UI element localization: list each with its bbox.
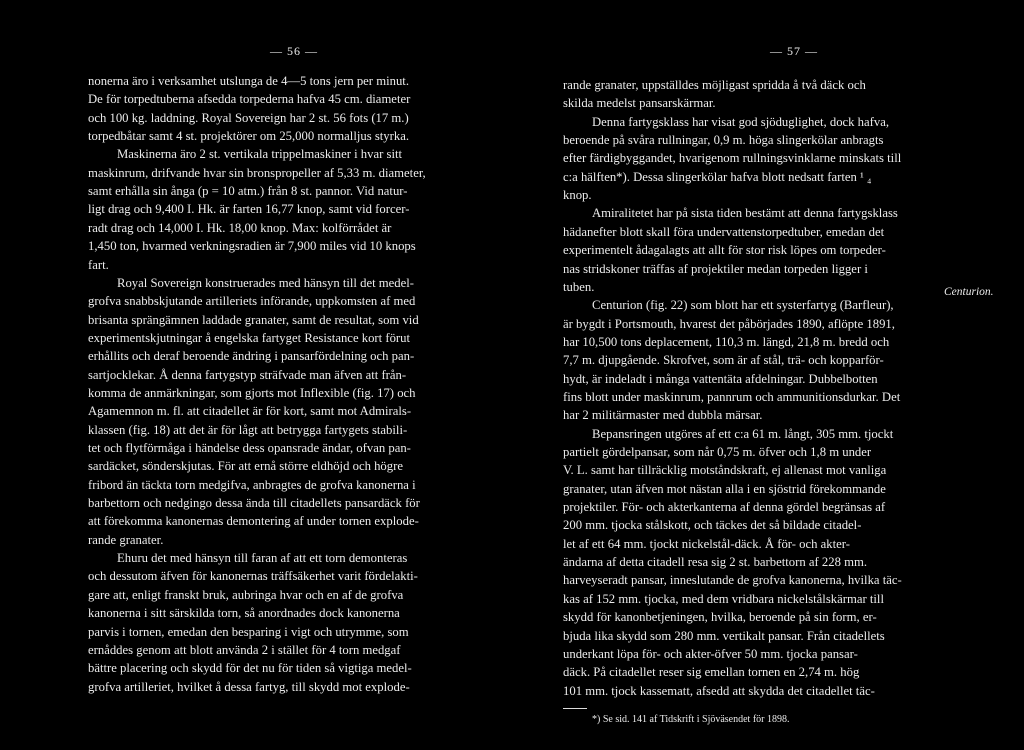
text-line: Bepansringen utgöres af ett c:a 61 m. långt, 305 mm. tjockt <box>592 426 894 441</box>
text-line: rande granater, uppställdes möjligast spridda å två däck och <box>563 78 866 92</box>
page-number-right: — 57 — <box>770 44 818 58</box>
text-line: 200 mm. tjocka stålskott, och täckes det så bildade citadel- <box>563 518 862 533</box>
text-line: 7,7 m. djupgående. Skrofvet, som är af stål, trä- och kopparför- <box>563 353 884 368</box>
text-line: samt erhålla sin ånga (p = 10 atm.) från 8 st. pannor. Vid natur- <box>88 184 408 199</box>
text-line: och dessutom äfven för kanonernas träffsäkerhet varit fördelakti- <box>88 569 418 584</box>
text-line: underkant löpa för- och akter-öfver 50 mm. tjocka pansar- <box>563 646 858 661</box>
text-line: fribord än täckta torn medgifva, anbragtes de grofva kanonerna i <box>88 477 416 492</box>
text-line: let af ett 64 mm. tjockt nickelstål-däck. Å för- och akter- <box>563 536 850 551</box>
text-line: grofva snabbskjutande artilleriets införande, uppkomsten af med <box>88 294 416 309</box>
text-line: Maskinerna äro 2 st. vertikala trippelmaskiner i hvar sitt <box>117 147 403 162</box>
text-line: bjuda lika skydd som 280 mm. vertikalt pansar. Från citadellets <box>563 628 885 643</box>
text-line: har 10,500 tons deplacement, 110,3 m. längd, 21,8 m. bredd och <box>563 334 890 349</box>
text-line: däck. På citadellet reser sig emellan tornen en 2,74 m. hög <box>563 665 860 680</box>
text-line: hydt, är indeladt i många vattentäta afdelningar. Dubbelbotten <box>563 371 878 386</box>
text-line: De för torpedtuberna afsedda torpederna hafva 45 cm. diameter <box>88 92 411 107</box>
text-line: experimentelt ådagalagts att allt för stor risk löpes om torpeder- <box>563 243 886 258</box>
text-line: erhållits och deraf beroende ändring i pansarfördelning och pan- <box>88 349 415 364</box>
text-line: maskinrum, drifvande hvar sin bronspropeller af 5,33 m. diameter, <box>88 165 426 180</box>
text-line: experimentskjutningar å engelska fartyget Resistance kort förut <box>88 330 411 345</box>
text-line: Ehuru det med hänsyn till faran af att ett torn demonteras <box>117 551 408 566</box>
text-line: att förekomma kanonernas demontering af under tornen explode- <box>88 514 419 529</box>
footnote: *) Se sid. 141 af Tidskrift i Sjöväsendet för 1898. <box>592 714 790 725</box>
text-line: bättre placering och skydd för det nu för tiden så vigtiga medel- <box>88 661 412 676</box>
text-line: Denna fartygsklass har visat god sjöduglighet, dock hafva, <box>592 114 890 129</box>
text-line: hädanefter blott skall föra undervattenstorpedtuber, emedan det <box>563 224 885 239</box>
margin-note: Centurion. <box>944 286 994 298</box>
text-line: radt drag och 14,000 I. Hk. 18,00 knop. Max: kolförrådet är <box>88 220 392 235</box>
page-number-left: — 56 — <box>270 44 318 58</box>
text-line: nonerna äro i verksamhet utslunga de 4—5 tons jern per minut. <box>88 74 409 88</box>
text-line: Agamemnon m. fl. att citadellet är för kort, samt mot Admirals- <box>88 404 412 419</box>
text-line: Centurion (fig. 22) som blott har ett systerfartyg (Barfleur), <box>592 298 894 313</box>
text-line: 1,450 ton, hvarmed verkningsradien är 7,900 miles vid 10 knops <box>88 239 416 254</box>
text-line: Amiralitetet har på sista tiden bestämt att denna fartygsklass <box>592 206 898 221</box>
text-line: partielt gördelpansar, som når 0,75 m. öfver och 1,8 m under <box>563 445 872 459</box>
text-line: ändarna af detta citadell resa sig 2 st. barbettorn af 228 mm. <box>563 555 868 570</box>
text-line: harveyseradt pansar, inneslutande de grofva kanonerna, hvilka täc- <box>563 573 902 588</box>
text-line: projektiler. För- och akterkanterna af denna gördel begränsas af <box>563 500 886 515</box>
text-line: skydd för kanonbetjeningen, hvilka, beroende på sin form, er- <box>563 610 877 625</box>
footnote-divider <box>563 708 587 709</box>
text-line: fart. <box>88 257 109 272</box>
text-line: ligt drag och 9,400 I. Hk. är farten 16,77 knop, samt vid forcer- <box>88 202 410 217</box>
text-line: och 100 kg. laddning. Royal Sovereign har 2 st. 56 fots (17 m.) <box>88 110 409 125</box>
text-line: klassen (fig. 18) att det är för lågt att betrygga fartygets stabili- <box>88 422 408 437</box>
text-line: ernåddes genom att blott använda 2 i stället för 4 torn medgaf <box>88 642 401 657</box>
text-line: sardäcket, sönderskjutas. För att ernå större eldhöjd och högre <box>88 459 403 474</box>
text-line: tet och flytförmåga i händelse dess opansrade ändar, ofvan pan- <box>88 441 411 455</box>
text-line: kanonerna i sitt särskilda torn, så anordnades dock kanonerna <box>88 606 400 621</box>
text-line: efter färdigbyggandet, hvarigenom rullningsvinklarne minskats till <box>563 151 902 166</box>
text-line: kas af 152 mm. tjocka, med dem vridbara nickelstålskärmar till <box>563 591 884 606</box>
text-line: nas stridskoner träffas af projektiler medan torpeden ligger i <box>563 261 868 276</box>
text-line: beroende på svåra rullningar, 0,9 m. höga slingerkölar anbragts <box>563 133 884 148</box>
text-line: är bygdt i Portsmouth, hvarest det påbörjades 1890, aflöpte 1891, <box>563 316 895 331</box>
text-line: har 2 militärmaster med dubbla märsar. <box>563 408 763 423</box>
text-line: fins blott under maskinrum, pannrum och ammunitionsdurkar. Det <box>563 389 901 404</box>
text-line: grofva artilleriet, hvilket å dessa fartyg, till skydd mot explode- <box>88 679 410 694</box>
text-line: tuben. <box>563 279 595 294</box>
text-line: barbettorn och nedgingo dessa ända till citadellets pansardäck för <box>88 496 420 511</box>
text-line: sartjocklekar. Å denna fartygstyp sträfvade man äfven att från- <box>88 367 407 382</box>
text-line: 101 mm. tjock kassematt, afsedd att skydda det citadellet täc- <box>563 683 875 698</box>
text-line: rande granater. <box>88 532 164 547</box>
text-line: gare att, enligt franskt bruk, aubringa hvar och en af de grofva <box>88 587 404 602</box>
text-line: parvis i tornen, emedan den besparing i vigt och utrymme, som <box>88 624 409 639</box>
text-line: skilda medelst pansarskärmar. <box>563 96 716 111</box>
text-line: torpedbåtar samt 4 st. projektörer om 25,000 normalljus styrka. <box>88 129 409 144</box>
text-line: komma de anmärkningar, som gjorts mot Inflexible (fig. 17) och <box>88 385 416 400</box>
text-line: Royal Sovereign konstruerades med hänsyn till det medel- <box>117 275 415 290</box>
text-line: knop. <box>563 188 592 203</box>
text-line: brisanta sprängämnen laddade granater, samt de resultat, som vid <box>88 312 419 327</box>
text-line: granater, utan äfven mot nästan alla i en sjöstrid förekommande <box>563 481 886 496</box>
text-line: V. L. samt har tillräcklig motståndskraft, ej allenast mot vanliga <box>563 463 887 478</box>
text-line: c:a hälften*). Dessa slingerkölar hafva blott nedsatt farten ¹ ₄ <box>563 169 872 184</box>
